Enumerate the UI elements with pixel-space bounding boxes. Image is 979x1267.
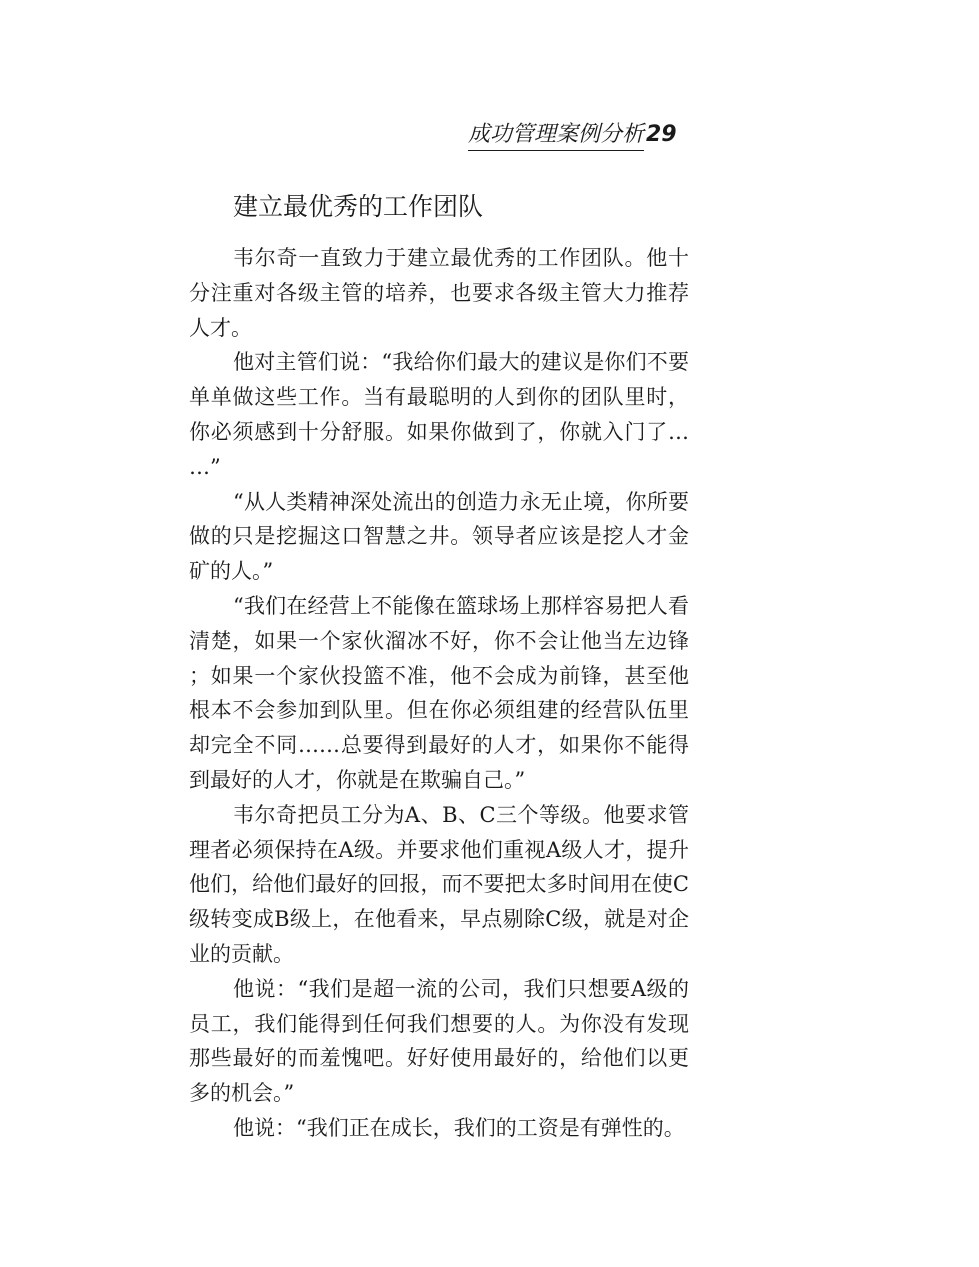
section-title: 建立最优秀的工作团队 [233, 192, 484, 221]
paragraph: 韦尔奇把员工分为A、B、C三个等级。他要求管理者必须保持在A级。并要求他们重视A级人才，提升他们，给他们最好的回报，而不要把太多时间用在使C级转变成B级上，在他看来，早点剔除C级，就是对企业的贡献。 [189, 802, 689, 966]
paragraph: 韦尔奇一直致力于建立最优秀的工作团队。他十分注重对各级主管的培养，也要求各级主管大力推荐人才。 [189, 246, 689, 340]
paragraph: 他对主管们说：“我给你们最大的建议是你们不要单单做这些工作。当有最聪明的人到你的团队里时，你必须感到十分舒服。如果你做到了，你就入门了……” [189, 350, 689, 479]
running-title: 成功管理案例分析 [468, 122, 644, 151]
paragraph: 他说：“我们正在成长，我们的工资是有弹性的。 [233, 1115, 685, 1140]
page-number: 29 [646, 122, 677, 147]
paragraph: “我们在经营上不能像在篮球场上那样容易把人看清楚，如果一个家伙溜冰不好，你不会让他当左边锋；如果一个家伙投篮不准，他不会成为前锋，甚至他根本不会参加到队里。但在你必须组建的经营队伍里却完全不同……总要得到最好的人才，如果你不能得到最好的人才，你就是在欺骗自己。” [189, 593, 689, 792]
paragraph: “从人类精神深处流出的创造力永无止境，你所要做的只是挖掘这口智慧之井。领导者应该是挖人才金矿的人。” [189, 489, 689, 584]
page-header [468, 118, 678, 158]
paragraph: 他说：“我们是超一流的公司，我们只想要A级的员工，我们能得到任何我们想要的人。为你没有发现那些最好的而羞愧吧。好好使用最好的，给他们以更多的机会。” [189, 976, 689, 1106]
body-text [189, 241, 689, 1146]
